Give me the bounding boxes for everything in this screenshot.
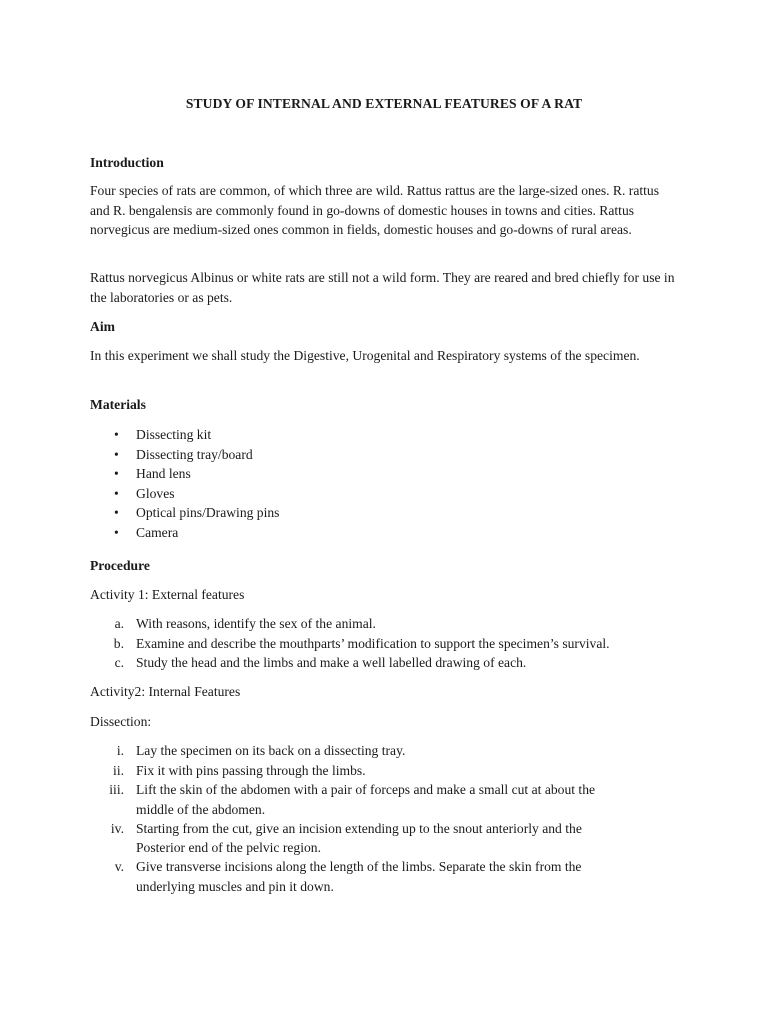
list-item-text: Fix it with pins passing through the limbs. — [136, 762, 366, 778]
bullet-icon: • — [114, 505, 119, 520]
list-item-line-1: Starting from the cut, give an incision extending up to the snout anteriorly and the — [136, 820, 582, 836]
aim-para-text: In this experiment we shall study the Digestive, Urogenital and Respiratory systems of the specimen. — [90, 348, 640, 363]
list-item — [90, 484, 680, 504]
list-item-text: Dissecting tray/board — [136, 446, 253, 462]
bullet-icon: • — [114, 466, 119, 481]
list-item — [90, 819, 680, 858]
list-item-text — [136, 819, 681, 858]
list-item-text: Examine and describe the mouthparts’ modification to support the specimen’s survival. — [136, 635, 610, 651]
list-item — [90, 741, 680, 761]
list-item-line-1: Lift the skin of the abdomen with a pair of forceps and make a small cut at about the — [136, 782, 596, 797]
list-item — [90, 653, 680, 673]
list-item-text: With reasons, identify the sex of the animal. — [136, 616, 376, 631]
list-item-line-1: Give transverse incisions along the length of the limbs. Separate the skin from the — [136, 859, 582, 874]
list-item-text: Dissecting kit — [136, 427, 212, 442]
list-item-text: Hand lens — [136, 466, 191, 481]
aim-paragraph — [90, 346, 680, 366]
bullet-icon: • — [114, 427, 119, 442]
list-marker: a. — [114, 616, 124, 631]
materials-list — [90, 425, 680, 542]
procedure-heading: Procedure — [90, 558, 150, 573]
list-marker: v. — [114, 859, 124, 874]
activity-1-list — [90, 614, 680, 673]
list-item-text: Optical pins/Drawing pins — [136, 505, 280, 520]
dissection-label: Dissection: — [90, 714, 152, 729]
intro-para-1-text: Four species of rats are common, of which three are wild. Rattus rattus are the large-sized ones. R. rattus and R. bengalensis are commonly found in go-downs of domestic houses in towns and cities. Rattus norvegicus are medium-sized ones common in fields, domestic houses and go-downs of rural areas. — [90, 183, 659, 237]
document-title: STUDY OF INTERNAL AND EXTERNAL FEATURES OF A RAT — [185, 96, 583, 111]
list-item-line-2: underlying muscles and pin it down. — [136, 878, 334, 894]
introduction-heading: Introduction — [90, 155, 164, 170]
list-item-line-2: Posterior end of the pelvic region. — [136, 840, 321, 855]
list-item — [90, 857, 680, 896]
introduction-paragraph-1 — [90, 181, 680, 240]
list-item-text — [136, 780, 681, 819]
list-item — [90, 464, 680, 484]
dissection-steps-list — [90, 741, 680, 896]
activity-1-label: Activity 1: External features — [90, 587, 245, 602]
list-marker: ii. — [113, 762, 124, 778]
list-marker: c. — [114, 655, 124, 670]
list-item-text: Study the head and the limbs and make a well labelled drawing of each. — [136, 655, 527, 670]
intro-para-2-text: Rattus norvegicus Albinus or white rats are still not a wild form. They are reared and bred chiefly for use in the laboratories or as pets. — [90, 270, 675, 305]
list-item — [90, 425, 680, 445]
list-item-text: Camera — [136, 524, 179, 540]
list-marker: iii. — [109, 782, 124, 797]
activity-2-label: Activity2: Internal Features — [90, 684, 241, 699]
list-item — [90, 523, 680, 543]
list-item — [90, 445, 680, 465]
bullet-icon: • — [114, 485, 119, 501]
list-marker: i. — [116, 743, 124, 758]
list-item — [90, 761, 680, 781]
bullet-icon: • — [114, 524, 119, 540]
list-item — [90, 503, 680, 523]
list-item-text — [136, 857, 681, 896]
list-marker: b. — [113, 635, 124, 651]
list-item-text: Lay the specimen on its back on a dissecting tray. — [136, 743, 406, 758]
aim-heading: Aim — [90, 319, 115, 334]
list-item — [90, 634, 680, 654]
bullet-icon: • — [114, 446, 119, 462]
materials-heading: Materials — [90, 397, 146, 412]
introduction-paragraph-2 — [90, 268, 680, 307]
list-item-line-2: middle of the abdomen. — [136, 801, 266, 817]
list-item — [90, 614, 680, 634]
list-marker: iv. — [110, 820, 124, 836]
list-item — [90, 780, 680, 819]
list-item-text: Gloves — [136, 485, 175, 501]
